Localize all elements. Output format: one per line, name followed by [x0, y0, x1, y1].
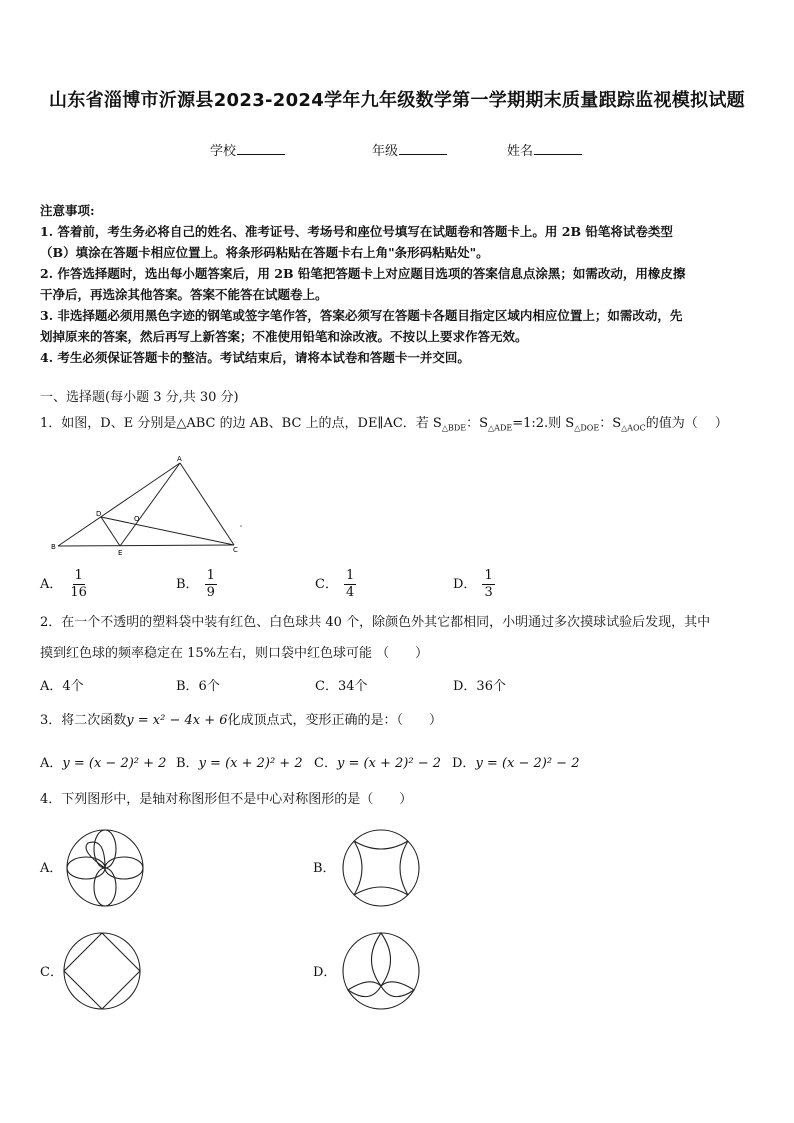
- notice-line-6: 划掉原来的答案，然后再写上新答案；不准使用铅笔和涂改液。不按以上要求作答无效。: [40, 329, 528, 344]
- triangle-figure: [48, 450, 248, 560]
- q4-figure-c[interactable]: [61, 930, 143, 1012]
- q4-option-b-label[interactable]: B．: [313, 861, 336, 876]
- q4-figure-d[interactable]: [340, 930, 422, 1012]
- notice-line-1: 1. 答着前，考生务必将自己的姓名、准考证号、考场号和座位号填写在试题卷和答题卡上。用 2B 铅笔将试卷类型: [40, 224, 673, 239]
- q3-option-c[interactable]: C．y = (x + 2)² − 2: [314, 756, 441, 771]
- page-title: 山东省淄博市沂源县2023-2024学年九年级数学第一学期期末质量跟踪监视模拟试题: [49, 90, 745, 111]
- school-blank[interactable]: [237, 142, 285, 155]
- q1-option-a[interactable]: A． $\frac{1}{16}$: [40, 568, 87, 600]
- question-3-text: 3．将二次函数y = x² − 4x + 6化成顶点式，变形正确的是：（ ）: [40, 713, 443, 728]
- question-2-line-2: 摸到红色球的频率稳定在 15%左右，则口袋中红色球可能 （ ）: [40, 646, 429, 661]
- label-a: A: [177, 455, 182, 463]
- label-c: C: [233, 546, 238, 554]
- question-1-text: 1．如图，D、E 分别是△ABC 的边 AB、BC 上的点，DE∥AC．若 $S_{\triangle BDE}$：$S_{\triangle ADE}=1:2$.则 $S_{\triangle DOE}$：$S_{\triangle AOC}$的值为（ ）: [40, 416, 728, 433]
- grade-blank[interactable]: [399, 142, 447, 155]
- question-2-line-1: 2．在一个不透明的塑料袋中装有红色、白色球共 40 个，除颜色外其它都相同，小明通过多次摸球试验后发现，其中: [40, 615, 711, 630]
- notice-line-2: （B）填涂在答题卡相应位置上。将条形码粘贴在答题卡右上角"条形码粘贴处"。: [40, 245, 489, 260]
- q1-option-b[interactable]: B． $\frac{1}{9}$: [176, 568, 215, 600]
- name-blank[interactable]: [534, 142, 582, 155]
- notice-line-7: 4. 考生必须保证答题卡的整洁。考试结束后，请将本试卷和答题卡一并交回。: [40, 350, 470, 365]
- q3-option-a[interactable]: A．y = (x − 2)² + 2: [40, 756, 167, 771]
- grade-field: 年级: [372, 140, 447, 159]
- notice-line-4: 干净后，再选涂其他答案。答案不能答在试题卷上。: [40, 287, 328, 302]
- label-e: E: [118, 549, 123, 557]
- name-field: 姓名: [507, 140, 582, 159]
- notice-line-5: 3. 非选择题必须用黑色字迹的钢笔或签字笔作答，答案必须写在答题卡各题目指定区域内相应位置上；如需改动，先: [40, 308, 683, 323]
- q2-option-a[interactable]: A．4个: [40, 679, 84, 694]
- q4-option-c-label[interactable]: C．: [40, 965, 63, 980]
- q1-option-c[interactable]: C． $\frac{1}{4}$: [315, 568, 355, 600]
- q4-figure-a[interactable]: [64, 827, 146, 909]
- q3-option-b[interactable]: B．y = (x + 2)² + 2: [176, 756, 303, 771]
- label-o: O: [134, 515, 140, 523]
- q2-option-d[interactable]: D．36个: [453, 679, 506, 694]
- q4-option-d-label[interactable]: D．: [313, 965, 337, 980]
- school-field: 学校: [210, 140, 285, 159]
- q2-option-c[interactable]: C．34个: [315, 679, 368, 694]
- q1-option-d[interactable]: D． $\frac{1}{3}$: [453, 568, 493, 600]
- section-heading: 一、选择题(每小题 3 分,共 30 分): [40, 390, 239, 405]
- notice-line-3: 2. 作答选择题时，选出每小题答案后，用 2B 铅笔把答题卡上对应题目选项的答案信息点涂黑；如需改动，用橡皮擦: [40, 266, 686, 281]
- notice-heading: 注意事项:: [40, 203, 95, 218]
- q2-option-b[interactable]: B．6个: [176, 679, 220, 694]
- question-4-text: 4．下列图形中，是轴对称图形但不是中心对称图形的是（ ）: [40, 792, 413, 807]
- q3-option-d[interactable]: D．y = (x − 2)² − 2: [452, 756, 580, 771]
- label-b: B: [51, 543, 56, 551]
- q4-option-a-label[interactable]: A．: [40, 861, 63, 876]
- q4-figure-b[interactable]: [340, 827, 422, 909]
- label-d: D: [96, 510, 102, 518]
